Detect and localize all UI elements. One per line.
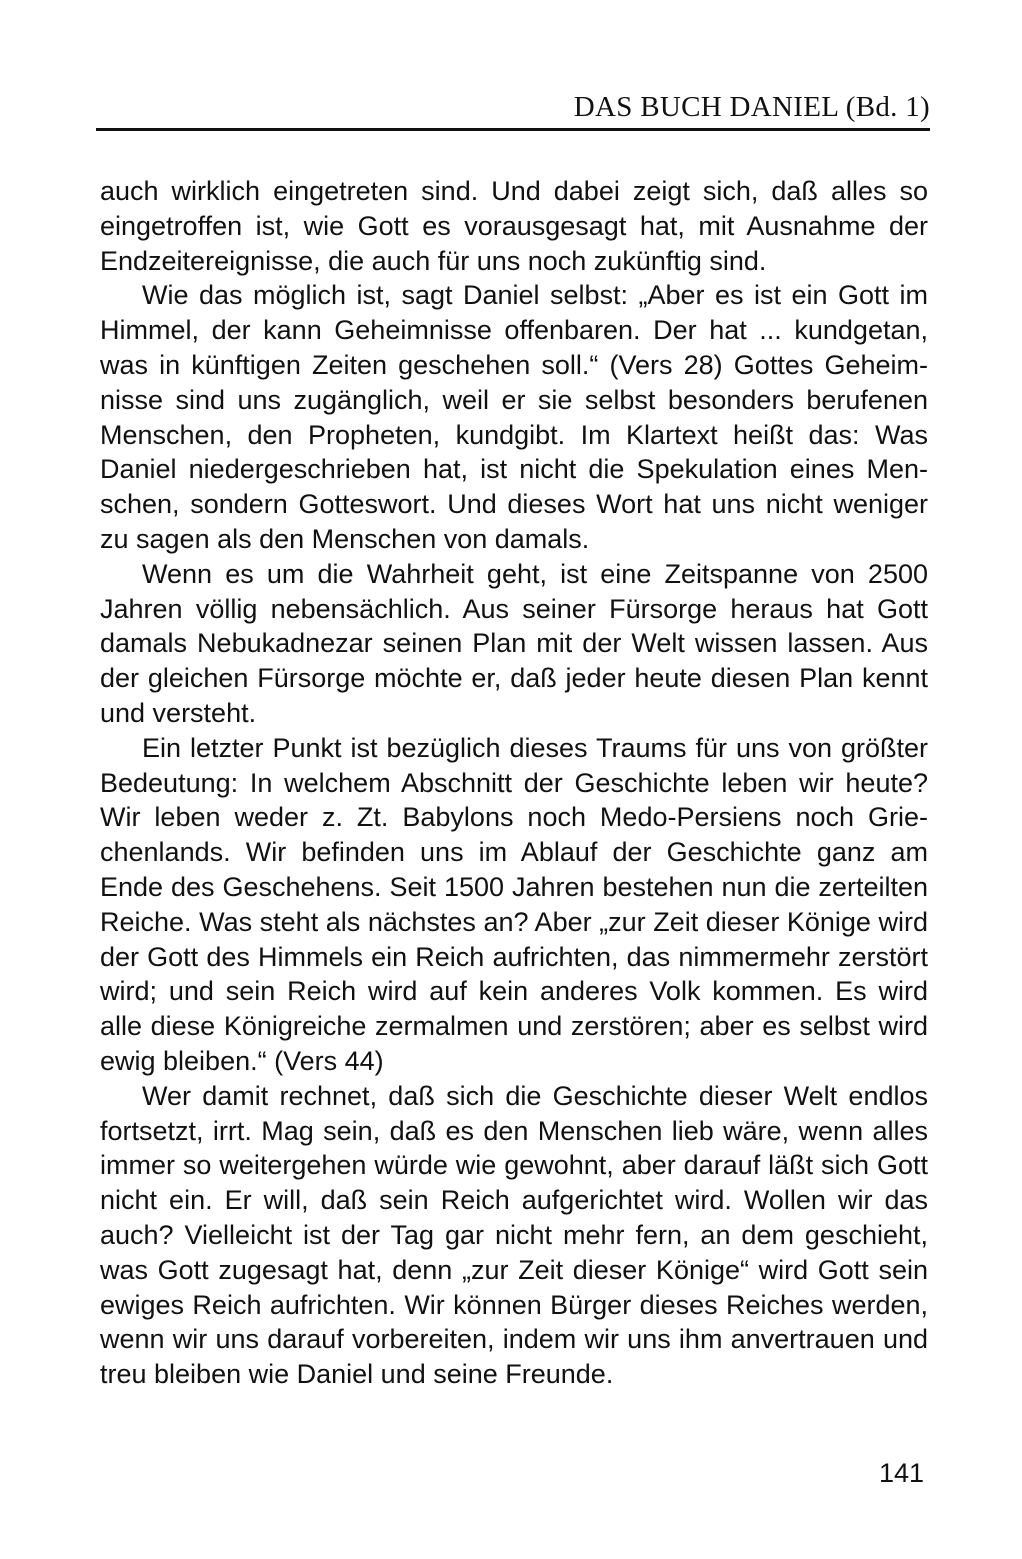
paragraph-3: Wenn es um die Wahrheit geht, ist eine Zeitspanne von 2500 Jahren völlig nebensächlich. Aus seiner Fürsorge heraus hat Gott damals Nebukadnezar seinen Plan mit der Welt wissen lassen. Aus der gleichen Fürsorge möchte er, daß jeder heute diesen Plan kennt und versteht. xyxy=(100,558,928,728)
paragraph-2: Wie das möglich ist, sagt Daniel selbst: „Aber es ist ein Gott im Himmel, der kann Geheimnisse offenbaren. Der hat ... kundgetan, was in künftigen Zeiten geschehen soll.“ (Vers 28) Gottes Geheimnisse sind uns zugänglich, weil er sie selbst besonders berufenen Menschen, den Propheten, kundgibt. Im Klartext heißt das: Was Daniel niedergeschrieben hat, ist nicht die Spekulation eines Menschen, sondern Gotteswort. Und dieses Wort hat uns nicht weniger zu sagen als den Menschen von damals. xyxy=(100,280,928,554)
body-text xyxy=(100,174,928,1392)
paragraph-1: auch wirklich eingetreten sind. Und dabei zeigt sich, daß alles so eingetroffen ist, wie Gott es vorausgesagt hat, mit Ausnahme der Endzeitereignisse, die auch für uns noch zukünftig sind. xyxy=(100,176,928,276)
paragraph-4: Ein letzter Punkt ist bezüglich dieses Traums für uns von größter Bedeutung: In welchem Abschnitt der Geschichte leben wir heute? Wir leben weder z. Zt. Babylons noch Medo-Persiens noch Griechenlands. Wir befinden uns im Ablauf der Geschichte ganz am Ende des Geschehens. Seit 1500 Jahren bestehen nun die zerteilten Reiche. Was steht als nächstes an? Aber „zur Zeit dieser Könige wird der Gott des Himmels ein Reich aufrichten, das nimmermehr zerstört wird; und sein Reich wird auf kein anderes Volk kommen. Es wird alle diese Königreiche zermalmen und zerstören; aber es selbst wird ewig bleiben.“ (Vers 44) xyxy=(100,732,928,1076)
paragraph-5: Wer damit rechnet, daß sich die Geschichte dieser Welt endlos fortsetzt, irrt. Mag sein, daß es den Menschen lieb wäre, wenn alles immer so weitergehen würde wie gewohnt, aber darauf läßt sich Gott nicht ein. Er will, daß sein Reich aufgerichtet wird. Wollen wir das auch? Vielleicht ist der Tag gar nicht mehr fern, an dem geschieht, was Gott zugesagt hat, denn „zur Zeit dieser Könige“ wird Gott sein ewiges Reich aufrichten. Wir können Bürger dieses Reiches werden, wenn wir uns darauf vorbereiten, indem wir uns ihm anvertrauen und treu bleiben wie Daniel und seine Freunde. xyxy=(100,1080,928,1390)
running-head: DAS BUCH DANIEL (Bd. 1) xyxy=(573,91,930,123)
page-number: 141 xyxy=(878,1458,924,1488)
header-rule xyxy=(96,128,930,131)
